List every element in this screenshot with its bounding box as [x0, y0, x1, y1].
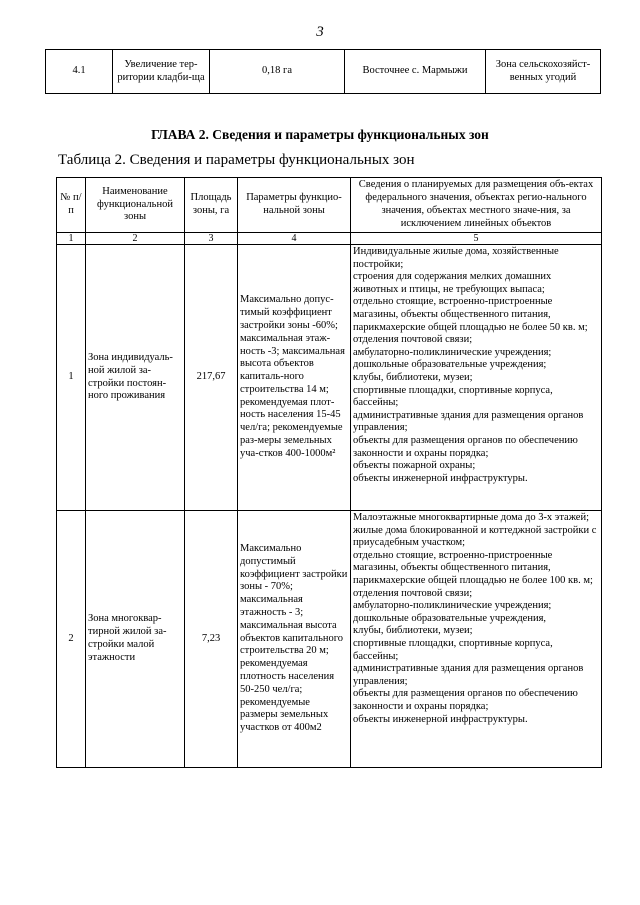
col-number: 5	[351, 233, 602, 245]
info-line: отдельно стоящие, встроенно-пристроенные магазины, объекты общественного питания,	[353, 549, 553, 574]
info-line: дошкольные образовательные учреждения,	[353, 612, 547, 624]
column-numbers-row	[57, 233, 602, 245]
info-line: дошкольные образовательные учреждения;	[353, 359, 547, 371]
cell-zone: Зона сельскохозяйст-венных угодий	[486, 50, 601, 94]
table-row	[46, 50, 601, 94]
info-line: отделения почтовой связи;	[353, 334, 473, 346]
zones-table	[56, 177, 602, 768]
info-line: объекты пожарной охраны;	[353, 460, 476, 472]
info-line: отделения почтовой связи;	[353, 587, 473, 599]
header-name: Наименование функциональной зоны	[86, 178, 185, 233]
info-line: Малоэтажные многоквартирные дома до 3-х этажей;	[353, 512, 590, 523]
row-params: Максимально допустимый коэффициент застройки зоны - 70%; максимальная этажность - 3; максимальная высота объектов капитального строительства 20 м; рекомендуемая плотность населения 50-250 чел/га; рекомендуемые размеры земельных участков от 400м2	[238, 511, 351, 768]
info-line: спортивные площадки, спортивные корпуса, бассейны;	[353, 384, 553, 409]
table-row	[57, 511, 602, 768]
header-row	[57, 178, 602, 233]
header-info: Сведения о планируемых для размещения объ-ектах федерального значения, объектах регио-нального значения, объектах местного значе-ния, за исключением линейных объектов	[351, 178, 602, 233]
info-line: амбулаторно-поликлинические учреждения;	[353, 600, 552, 612]
col-number: 3	[185, 233, 238, 245]
row-name: Зона многоквар-тирной жилой за-стройки малой этажности	[86, 511, 185, 768]
info-line: объекты для размещения органов по обеспечению законности и охраны порядка;	[353, 434, 578, 459]
row-name: Зона индивидуаль-ной жилой за-стройки постоян-ного проживания	[86, 245, 185, 511]
info-line: спортивные площадки, спортивные корпуса, бассейны;	[353, 637, 553, 662]
info-line: объекты инженерной инфраструктуры.	[353, 472, 528, 484]
row-num: 1	[57, 245, 86, 511]
info-line: отдельно стоящие, встроенно-пристроенные магазины, объекты общественного питания,	[353, 296, 553, 320]
row-info	[351, 511, 602, 768]
page-number: 3	[316, 24, 324, 40]
cell-area: 0,18 га	[210, 50, 345, 94]
cell-location: Восточнее с. Мармыжи	[345, 50, 486, 94]
info-line: административные здания для размещения органов управления;	[353, 409, 584, 434]
header-params: Параметры функцио-нальной зоны	[238, 178, 351, 233]
top-table	[45, 49, 601, 94]
header-area: Площадь зоны, га	[185, 178, 238, 233]
cell-num: 4.1	[46, 50, 113, 94]
col-number: 2	[86, 233, 185, 245]
info-line: амбулаторно-поликлинические учреждения;	[353, 346, 552, 358]
info-line: жилые дома блокированной и коттеджной застройки с приусадебным участком;	[353, 524, 597, 549]
table-row	[57, 245, 602, 511]
row-params: Максимально допус-тимый коэффициент застройки зоны -60%; максимальная этаж-ность -3; максимальная высота объектов капиталь-ного строительства 14 м; рекомендуемая плот-ность населения 15-45 чел/га; рекомендуемые раз-меры земельных уча-стков 400-1000м²	[238, 245, 351, 511]
info-line: Индивидуальные жилые дома, хозяйственные постройки;	[353, 246, 559, 270]
info-line: клубы, библиотеки, музеи;	[353, 625, 473, 637]
col-number: 1	[57, 233, 86, 245]
info-line: строения для содержания мелких домашних животных и птицы, не требующих выпаса;	[353, 271, 552, 295]
table-caption: Таблица 2. Сведения и параметры функциональных зон	[58, 152, 415, 168]
info-line: парикмахерские общей площадью не более 50 кв. м;	[353, 321, 588, 333]
row-area: 7,23	[185, 511, 238, 768]
row-num: 2	[57, 511, 86, 768]
info-line: объекты для размещения органов по обеспечению законности и охраны порядка;	[353, 688, 578, 712]
header-num: № п/п	[57, 178, 86, 233]
info-line: парикмахерские общей площадью не более 100 кв. м;	[353, 574, 593, 586]
chapter-heading: ГЛАВА 2. Сведения и параметры функциональных зон	[151, 127, 489, 142]
info-line: клубы, библиотеки, музеи;	[353, 371, 473, 383]
cell-name: Увеличение тер-ритории кладби-ща	[113, 50, 210, 94]
row-area: 217,67	[185, 245, 238, 511]
info-line: административные здания для размещения органов управления;	[353, 663, 584, 687]
col-number: 4	[238, 233, 351, 245]
info-line: объекты инженерной инфраструктуры.	[353, 713, 528, 725]
row-info	[351, 245, 602, 511]
